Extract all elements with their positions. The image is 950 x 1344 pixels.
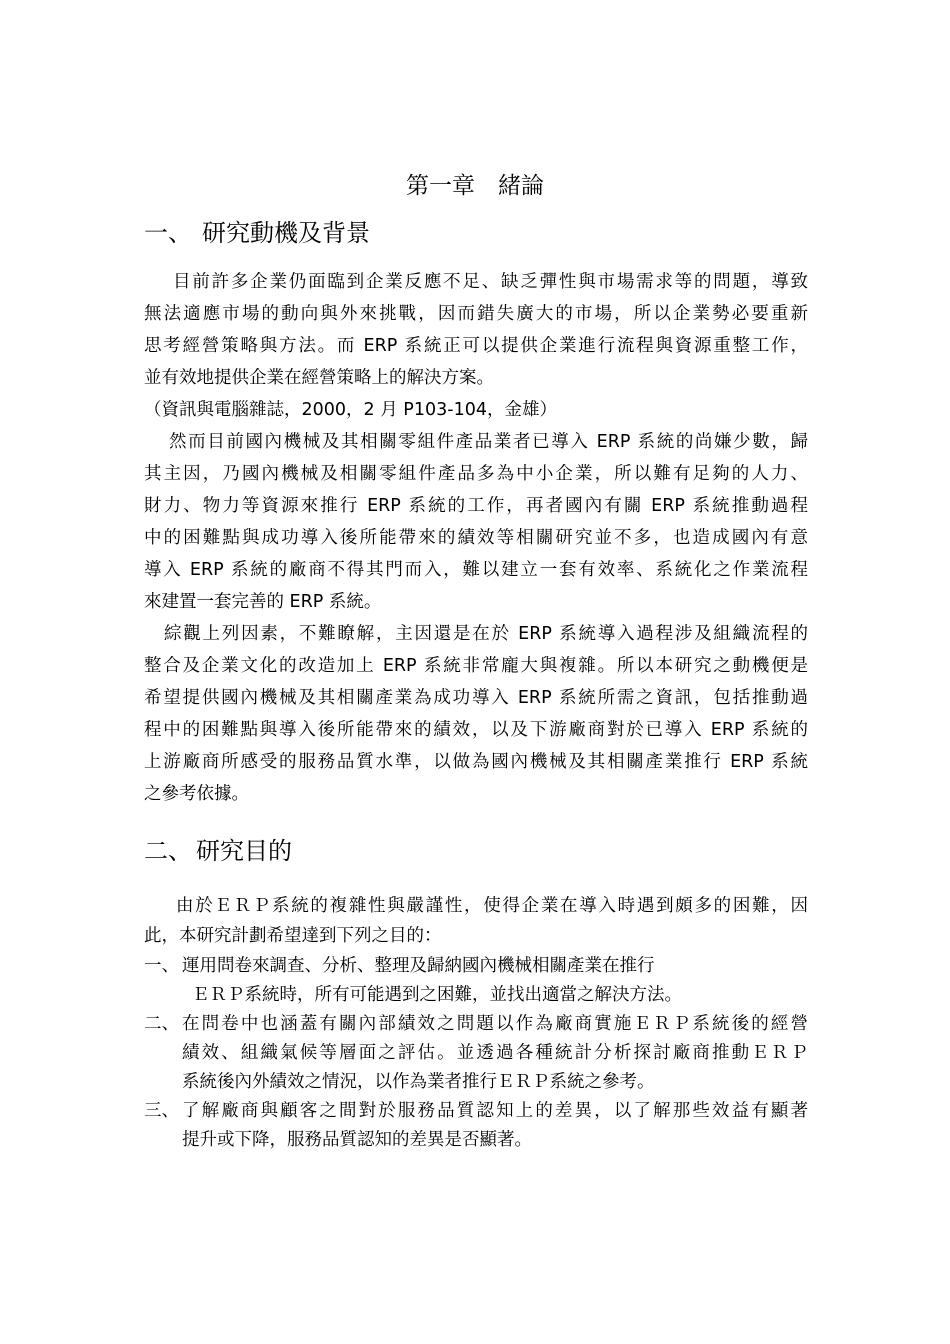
paragraph-line: 由於ＥＲＰ系統的複雜性與嚴謹性，使得企業在導入時遇到頗多的困難，因 (176, 896, 808, 916)
paragraph-line: 來建置一套完善的 ERP 系統。 (144, 592, 382, 612)
paragraph-line: 此，本研究計劃希望達到下列之目的： (144, 926, 442, 946)
paragraph-line: 然而目前國內機械及其相關零組件產品業者已導入 ERP 系統的尚嫌少數，歸 (169, 432, 808, 452)
paragraph-line: 程中的困難點與導入後所能帶來的績效，以及下游廠商對於已導入 ERP 系統的 (144, 720, 808, 740)
paragraph-line: 財力、物力等資源來推行 ERP 系統的工作，再者國內有關 ERP 系統推動過程 (144, 496, 808, 516)
paragraph-line: 目前許多企業仍面臨到企業反應不足、缺乏彈性與市場需求等的問題，導致 (173, 272, 808, 292)
paragraph-line: 希望提供國內機械及其相關產業為成功導入 ERP 系統所需之資訊，包括推動過 (144, 688, 808, 708)
paragraph-line: 其主因，乃國內機械及相關零組件產品多為中小企業，所以難有足夠的人力、 (144, 464, 808, 484)
list-item-line: 運用問卷來調查、分析、整理及歸納國內機械相關產業在推行 (182, 956, 655, 976)
paragraph-line: 中的困難點與成功導入後所能帶來的績效等相關研究並不多，也造成國內有意 (144, 528, 808, 548)
list-item-line: 績效、組織氣候等層面之評估。並透過各種統計分析探討廠商推動ＥＲＰ (182, 1043, 808, 1063)
section-title: 研究動機及背景 (202, 219, 370, 247)
paragraph-line: 並有效地提供企業在經營策略上的解決方案。 (144, 368, 494, 388)
list-marker: 二、 (144, 1014, 179, 1034)
paragraph-line: 導入 ERP 系統的廠商不得其門而入，難以建立一套有效率、系統化之作業流程 (144, 560, 808, 580)
paragraph-line: 思考經營策略與方法。而 ERP 系統正可以提供企業進行流程與資源重整工作， (144, 336, 808, 356)
list-item-line: 了解廠商與顧客之間對於服務品質認知上的差異，以了解那些效益有顯著 (182, 1101, 808, 1121)
section-number: 二、 (144, 837, 192, 865)
section-heading-motivation (144, 216, 370, 250)
paragraph-line: 綜觀上列因素，不難瞭解，主因還是在於 ERP 系統導入過程涉及組織流程的 (164, 624, 808, 644)
list-item-line: 在問卷中也涵蓋有關內部績效之問題以作為廠商實施ＥＲＰ系統後的經營 (182, 1014, 808, 1034)
paragraph-line: 整合及企業文化的改造加上 ERP 系統非常龐大與複雜。所以本研究之動機便是 (144, 656, 808, 676)
section-title: 研究目的 (196, 837, 292, 865)
section-heading-objectives (144, 834, 292, 868)
paragraph-line: 之參考依據。 (144, 784, 249, 804)
chapter-title: 第一章 緒論 (406, 173, 544, 199)
list-marker: 三、 (144, 1101, 179, 1121)
list-item-line: 系統後內外績效之情況，以作為業者推行ＥＲＰ系統之參考。 (182, 1072, 655, 1092)
paragraph-line: 上游廠商所感受的服務品質水準，以做為國內機械及其相關產業推行 ERP 系統 (144, 752, 808, 772)
section-number: 一、 (144, 219, 192, 247)
list-item-line: ＥＲＰ系統時，所有可能遇到之困難，並找出適當之解決方法。 (192, 985, 682, 1005)
list-marker: 一、 (144, 956, 179, 976)
paragraph-line: 無法適應市場的動向與外來挑戰，因而錯失廣大的市場，所以企業勢必要重新 (144, 304, 808, 324)
citation-line: （資訊與電腦雜誌，2000，2 月 P103-104，金雄） (144, 400, 557, 420)
list-item-line: 提升或下降，服務品質認知的差異是否顯著。 (182, 1130, 532, 1150)
